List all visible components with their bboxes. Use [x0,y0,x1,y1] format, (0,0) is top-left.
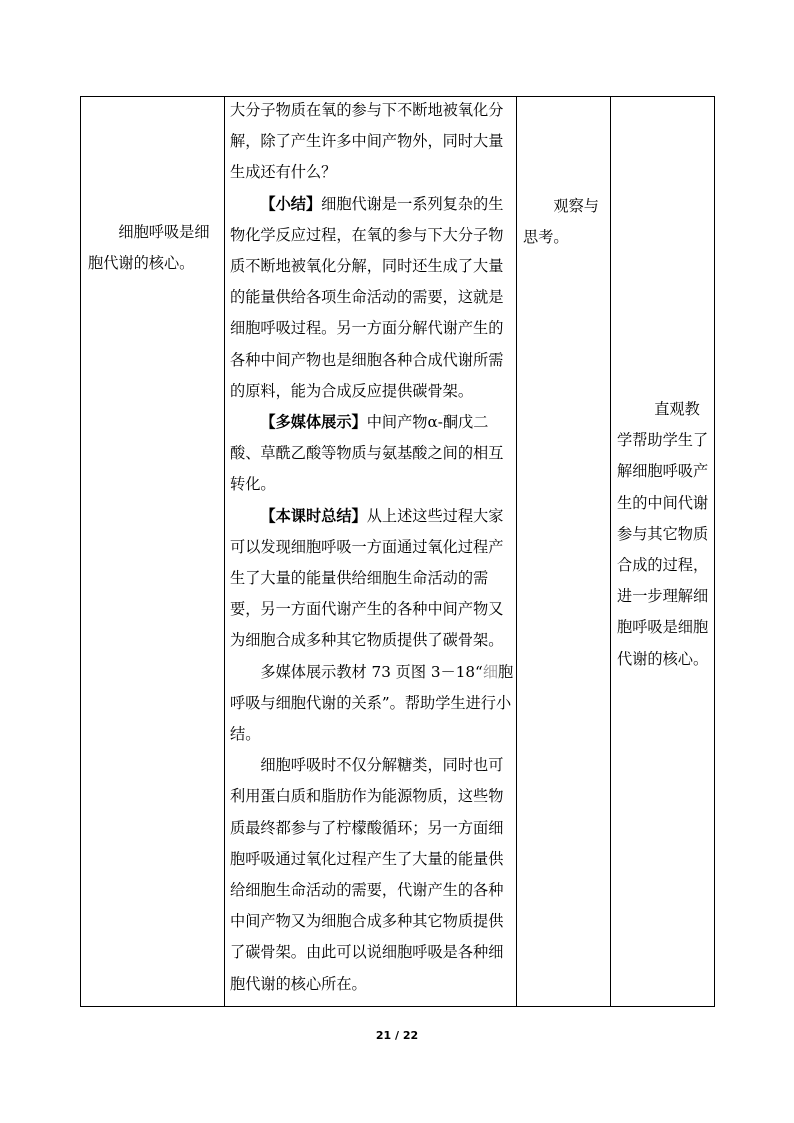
summary-label: 【小结】 [260,194,322,213]
content-line-1: 细胞呼吸是细 [118,223,210,241]
design-intent-cell [617,394,711,675]
student-activity-cell [523,191,611,253]
teacher-activity-cell [230,95,514,1000]
textbook-paragraph [230,657,514,751]
page-number: 21 / 22 [375,1029,419,1042]
media-label: 【多媒体展示】 [260,413,367,432]
lesson-summary-text: 从上述这些过程大家可以发现细胞呼吸一方面通过氧化过程产生了大量的能量供给细胞生命活动的需要，另一方面代谢产生的各种中间产物又为细胞合成多种其它物质提供了碳骨架。 [230,506,504,650]
lesson-summary-label: 【本课时总结】 [260,506,367,525]
column-divider [224,97,225,1006]
media-text: 中间产物α-酮戊二酸、草酰乙酸等物质与氨基酸之间的相互转化。 [230,413,504,494]
final-paragraph: 细胞呼吸时不仅分解糖类，同时也可利用蛋白质和脂肪作为能源物质，这些物质最终都参与了柠檬酸循环；另一方面细胞呼吸通过氧化过程产生了大量的能量供给细胞生命活动的需要，代谢产生的各种中间产物又为细胞合成多种其它物质提供了碳骨架。由此可以说细胞呼吸是各种细胞代谢的核心所在。 [230,756,504,993]
student-line-2: 思考。 [523,228,569,247]
textbook-text-b: 细 [482,662,499,681]
textbook-text-c: 胞呼吸与细胞代谢的关系”。帮助学生进行小结。 [230,662,514,744]
summary-text: 细胞代谢是一系列复杂的生物化学反应过程，在氧的参与下大分子物质不断地被氧化分解，同时还生成了大量的能量供给各项生命活动的需要，这就是细胞呼吸过程。另一方面分解代谢产生的各种中间产物也是细胞各种合成代谢所需的原料，能为合成反应提供碳骨架。 [230,194,504,400]
intent-text: 学帮助学生了解细胞呼吸产生的中间代谢参与其它物质合成的过程，进一步理解细胞呼吸是细胞代谢的核心。 [617,431,709,668]
teaching-content-cell [88,217,222,279]
lesson-table [80,96,715,1007]
intro-question: 大分子物质在氧的参与下不断地被氧化分解，除了产生许多中间产物外，同时大量生成还有什么？ [230,101,504,182]
intent-line-1: 直观教 [654,400,700,418]
lesson-summary-paragraph [230,501,514,657]
textbook-text-a: 多媒体展示教材 73 页图 3－18“ [260,662,483,681]
student-line-1: 观察与 [553,197,599,215]
column-divider [516,97,517,1006]
media-paragraph [230,407,514,501]
content-line-2: 胞代谢的核心。 [88,254,195,273]
summary-paragraph [230,189,514,407]
